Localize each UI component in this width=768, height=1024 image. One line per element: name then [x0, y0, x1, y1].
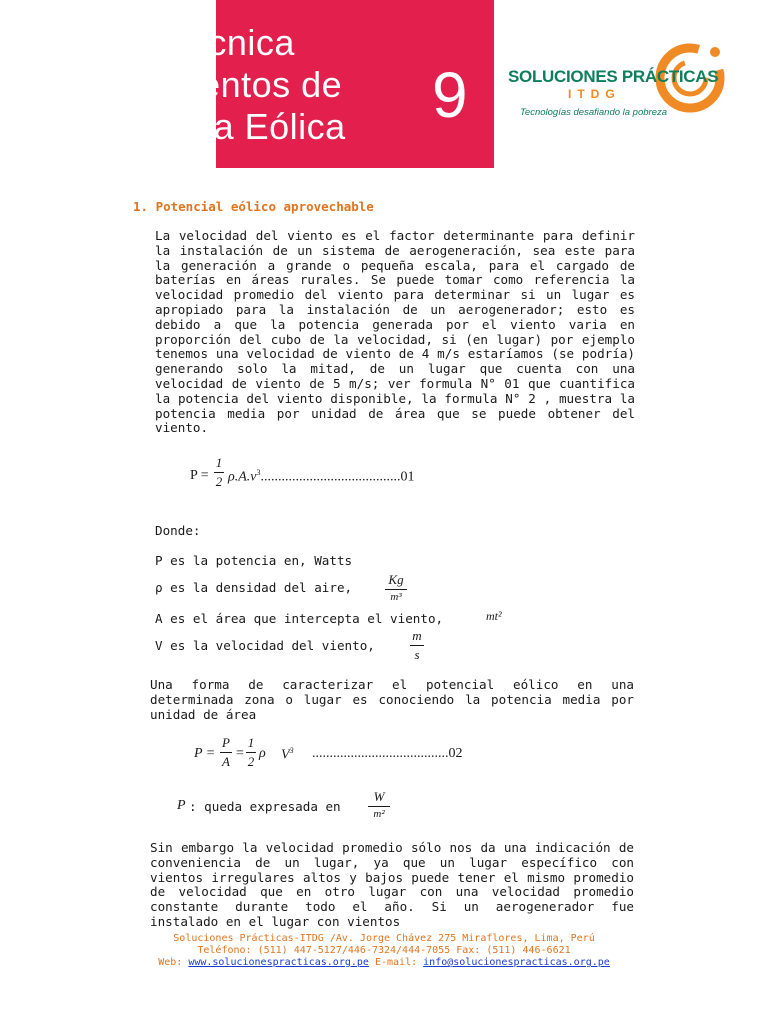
fraction-a: A [222, 754, 230, 769]
mean-power-symbol: P [177, 798, 186, 813]
formula-02-dots: ....................................... [312, 746, 449, 761]
footer-address: Soluciones Prácticas-ITDG /Av. Jorge Chávez 275 Miraflores, Lima, Perú [173, 933, 595, 944]
formula-02-exponent: 3 [289, 746, 294, 755]
paragraph-mean-power: Una forma de caracterizar el potencial eólico en una determinada zona o lugar es conociendo la potencia media por unidad de área [150, 677, 634, 722]
section-title: 1. Potencial eólico aprovechable [133, 199, 374, 214]
velocity-unit-numerator: m [412, 628, 422, 643]
paragraph-intro: La velocidad del viento es el factor determinante para definir la instalación de un sistema de aerogeneración, sea este para la generación a grande o pequeña escala, para el cargado de baterías en áreas rurales. Se puede tomar como referencia la velocidad promedio del viento para determinar si un lugar es apropiado para la instalación de un aerogenerador; esto es debido a que la potencia generada por el viento varia en proporción del cubo de la velocidad, si (en lugar) por ejemplo tenemos una velocidad de viento de 4 m/s estaríamos (se podría) generando solo la mitad, de un lugar que cuenta con una velocidad de viento de 5 m/s; ver formula N° 01 que cuantifica la potencia del viento disponible, la formula N° 2 , muestra la potencia media por unidad de área que se puede obtener del viento. [155, 228, 635, 436]
unit-square-meter: m² [373, 808, 385, 820]
mean-power-unit-fraction [368, 789, 390, 820]
formula-02-lhs: P = [194, 746, 216, 761]
logo-name: SOLUCIONES PRÁCTICAS [508, 67, 719, 86]
formula-02-reference [312, 746, 463, 762]
fraction-one: 1 [247, 735, 255, 750]
title-line-2: Fundamentos de [65, 64, 343, 105]
formula-01-lhs: P = [190, 468, 209, 483]
definition-a: A es el área que intercepta el viento, [155, 611, 444, 626]
area-unit: mt² [486, 609, 502, 623]
paragraph-conclusion: Sin embargo la velocidad promedio sólo nos da una indicación de conveniencia de un lugar, ya que un lugar específico con vientos irregulares altos y bajos puede tener el mismo promedio de velocidad que en otro lugar con una velocidad promedio constante durante todo el año. Si un aerogenerador fue instalado en el lugar con vientos [150, 840, 634, 929]
fraction-p: P [222, 735, 230, 750]
definition-rho: ρ es la densidad del aire, [155, 580, 353, 595]
footer-email-link[interactable]: info@solucionespracticas.org.pe [423, 957, 610, 968]
fraction-denominator: 2 [215, 474, 223, 489]
footer-web-link[interactable]: www.solucionespracticas.org.pe [188, 957, 369, 968]
rho-unit-fraction [385, 572, 407, 603]
fraction-numerator: 1 [215, 455, 223, 470]
organization-logo [505, 38, 755, 128]
footer-web-label: Web: [158, 957, 183, 968]
rho-unit-denominator: m³ [390, 591, 402, 603]
fraction-two: 2 [247, 754, 255, 769]
unit-watt: W [373, 789, 385, 804]
formula-01 [190, 468, 209, 484]
sheet-number: 9 [432, 59, 468, 131]
formula-01-fraction [214, 455, 224, 490]
mean-power-unit-text: : queda expresada en [189, 799, 341, 814]
definition-p: P es la potencia en, Watts [155, 553, 353, 568]
formula-01-rhs [228, 468, 415, 486]
formula-01-terms: ρ.A.v [228, 469, 257, 485]
formula-02-number: 02 [448, 746, 463, 761]
footer-email-label: E-mail: [374, 957, 418, 968]
logo-subtitle: ITDG [568, 87, 621, 101]
title-line-3: la Energía Eólica [65, 106, 346, 147]
formula-02-rho: ρ [259, 746, 266, 761]
formula-02-v-symbol: V [281, 747, 290, 763]
formula-01-dots: ........................................ [260, 469, 401, 485]
formula-01-exponent: 3 [256, 468, 261, 477]
velocity-unit-denominator: s [414, 647, 420, 662]
formula-02-fraction-half [246, 735, 256, 770]
document-title-text [65, 22, 395, 148]
formula-01-number: 01 [400, 469, 415, 485]
definition-v: V es la velocidad del viento, [155, 638, 375, 653]
formula-02-v [281, 746, 294, 764]
velocity-unit-fraction [410, 628, 424, 663]
title-line-1: Ficha Técnica [65, 22, 295, 63]
footer-contact [0, 957, 768, 969]
formula-02-eq: = [236, 746, 244, 761]
donde-label: Donde: [155, 523, 201, 538]
footer-phone: Teléfono: (511) 447-5127/446-7324/444-7055 Fax: (511) 446-6621 [197, 945, 571, 956]
rho-unit-numerator: Kg [388, 572, 404, 587]
formula-02-fraction-pa [220, 735, 232, 770]
logo-tagline: Tecnologías desafiando la pobreza [520, 107, 668, 118]
